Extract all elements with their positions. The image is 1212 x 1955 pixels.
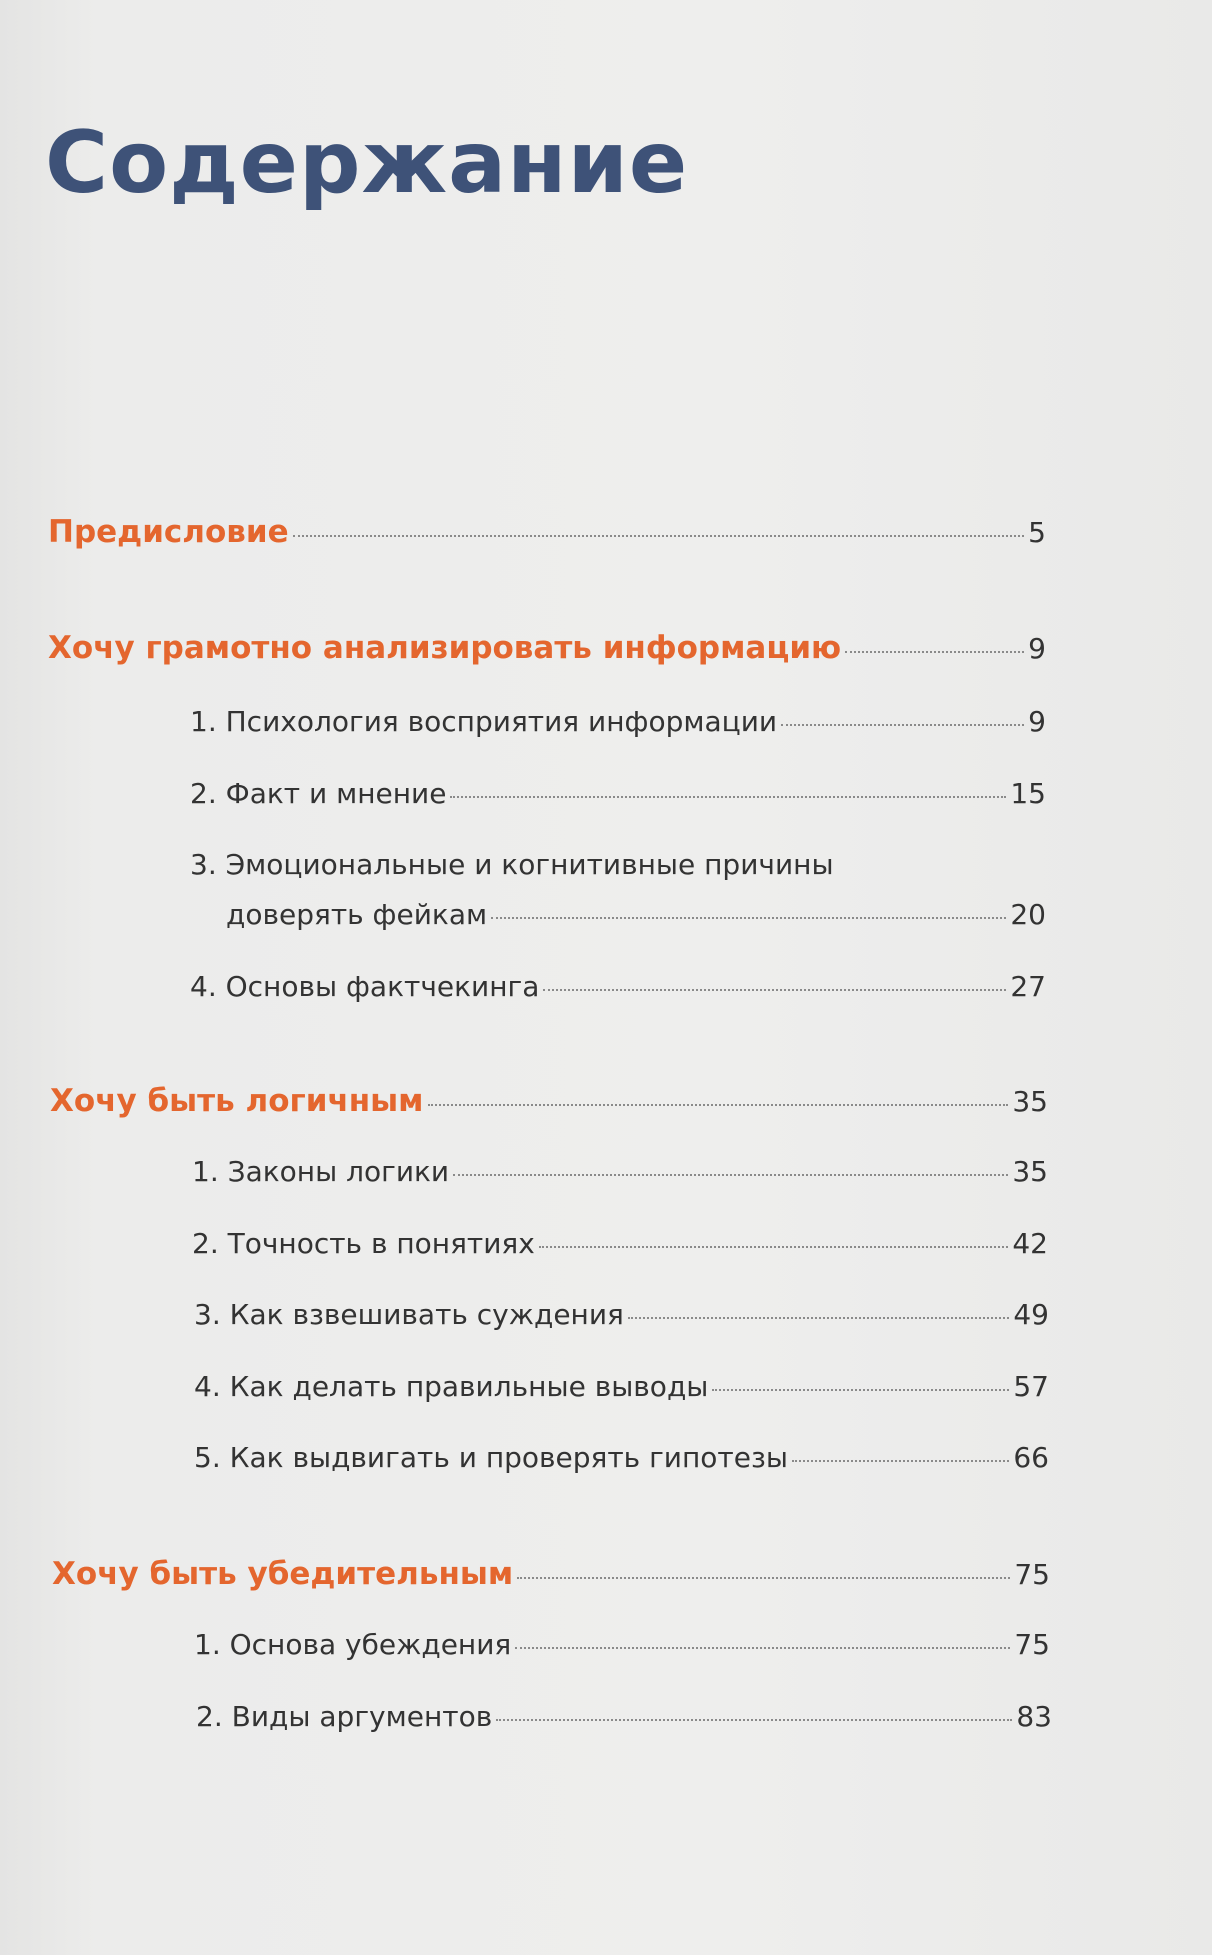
toc-section-page: 35 — [1012, 1085, 1048, 1118]
toc-item-page: 15 — [1010, 777, 1046, 810]
dot-leader — [450, 796, 1006, 798]
toc-item — [190, 970, 1046, 1003]
toc-item-label-line1: 3. Эмоциональные и когнитивные причины — [190, 848, 834, 881]
toc-item-page: 9 — [1028, 705, 1046, 738]
toc-item-page: 27 — [1010, 970, 1046, 1003]
toc-item-page: 66 — [1013, 1441, 1049, 1474]
dot-leader — [539, 1246, 1009, 1248]
dot-leader — [428, 1104, 1009, 1106]
toc-item — [192, 1155, 1048, 1188]
toc-section-logic — [50, 1083, 1048, 1119]
dot-leader — [515, 1647, 1010, 1649]
toc-section-persuasive — [52, 1556, 1050, 1592]
dot-leader — [491, 917, 1006, 919]
toc-item-label-line2: доверять фейкам — [226, 898, 488, 931]
toc-item — [194, 1370, 1049, 1403]
toc-item-page: 20 — [1010, 898, 1046, 931]
dot-leader — [628, 1317, 1009, 1319]
toc-item — [226, 898, 1046, 931]
toc-item-label: 1. Психология восприятия информации — [190, 705, 778, 738]
toc-section-analyze — [48, 630, 1046, 666]
toc-item-page: 57 — [1013, 1370, 1049, 1403]
toc-section-page: 75 — [1014, 1558, 1050, 1591]
toc-entry-page: 5 — [1028, 516, 1046, 549]
toc-item — [196, 1700, 1052, 1733]
dot-leader — [781, 724, 1024, 726]
toc-entry-label: Предисловие — [48, 514, 289, 550]
toc-entry-preface — [48, 514, 1046, 550]
toc-item-label: 4. Как делать правильные выводы — [194, 1370, 709, 1403]
toc-item-label: 1. Законы логики — [192, 1155, 450, 1188]
toc-item-label: 2. Факт и мнение — [190, 777, 447, 810]
toc-item-page: 42 — [1012, 1227, 1048, 1260]
toc-section-label: Хочу быть логичным — [50, 1083, 424, 1119]
dot-leader — [712, 1389, 1009, 1391]
toc-section-label: Хочу быть убедительным — [52, 1556, 514, 1592]
toc-item-page: 49 — [1013, 1298, 1049, 1331]
toc-item — [194, 1441, 1049, 1474]
toc-item — [190, 777, 1046, 810]
toc-item-label: 4. Основы фактчекинга — [190, 970, 540, 1003]
toc-item — [192, 1227, 1048, 1260]
toc-item-page: 75 — [1014, 1628, 1050, 1661]
dot-leader — [543, 989, 1006, 991]
dot-leader — [496, 1719, 1012, 1721]
dot-leader — [845, 651, 1024, 653]
toc-item-label: 2. Виды аргументов — [196, 1700, 493, 1733]
toc-item-label: 5. Как выдвигать и проверять гипотезы — [194, 1441, 788, 1474]
dot-leader — [517, 1577, 1010, 1579]
toc-item — [190, 705, 1046, 738]
dot-leader — [293, 535, 1025, 537]
toc-item — [194, 1298, 1049, 1331]
dot-leader — [453, 1174, 1008, 1176]
toc-item-label: 2. Точность в понятиях — [192, 1227, 535, 1260]
toc-section-label: Хочу грамотно анализировать информацию — [48, 630, 842, 666]
page-title: Содержание — [45, 113, 689, 213]
toc-item-label: 3. Как взвешивать суждения — [194, 1298, 624, 1331]
toc-section-page: 9 — [1028, 632, 1046, 665]
toc-item-label: 1. Основа убеждения — [194, 1628, 512, 1661]
toc-item-page: 35 — [1012, 1155, 1048, 1188]
toc-item — [194, 1628, 1050, 1661]
dot-leader — [792, 1460, 1009, 1462]
toc-item-page: 83 — [1016, 1700, 1052, 1733]
